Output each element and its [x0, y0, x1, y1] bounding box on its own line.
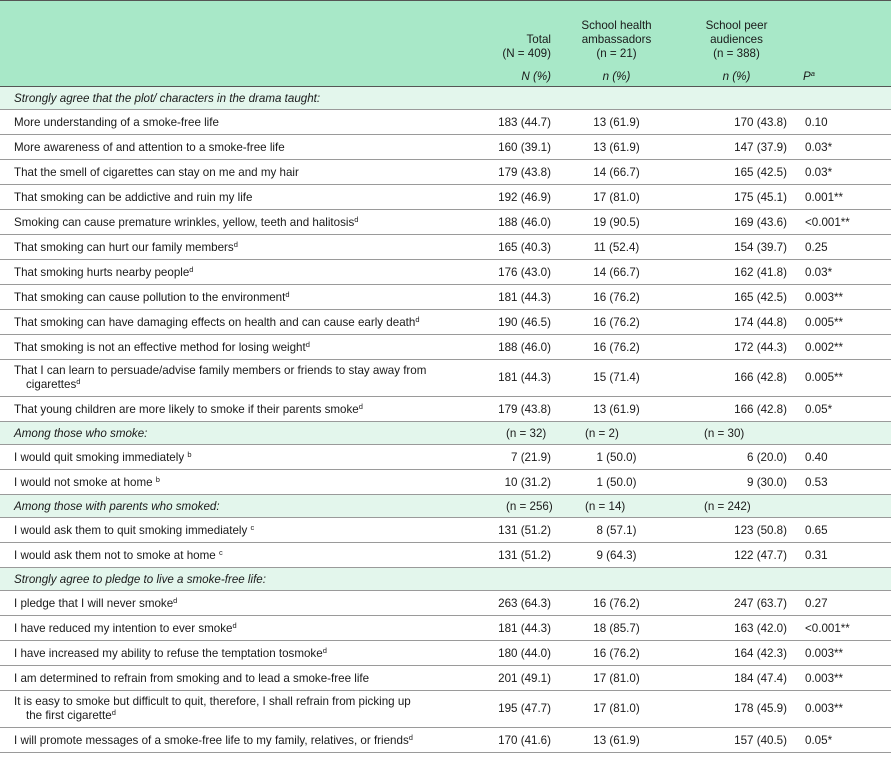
cell-ambassadors: 16 (76.2) — [557, 641, 676, 666]
cell-peers: 9 (30.0) — [676, 470, 797, 495]
footnote-marker: d — [354, 214, 359, 224]
cell-ambassadors: 16 (76.2) — [557, 335, 676, 360]
footnote-marker: d — [322, 645, 327, 655]
row-label — [0, 518, 478, 543]
cell-ambassadors: 16 (76.2) — [557, 591, 676, 616]
row-label — [0, 641, 478, 666]
footnote-marker: d — [189, 264, 194, 274]
section-smokers-p-blank — [797, 422, 891, 445]
cell-p-value: 0.65 — [797, 518, 891, 543]
cell-total: 263 (64.3) — [478, 591, 557, 616]
section-label-smokers: Among those who smoke: — [0, 422, 478, 445]
row-label-text: That smoking can cause pollution to the environment — [14, 290, 286, 304]
section-parents-n-total: (n = 256) — [478, 495, 557, 518]
cell-ambassadors: 13 (61.9) — [557, 728, 676, 753]
table-row — [0, 616, 891, 641]
row-label-text: That smoking is not an effective method for losing weight — [14, 340, 306, 354]
footnote-marker: d — [76, 377, 81, 386]
table-row — [0, 666, 891, 691]
row-label-text: That smoking hurts nearby people — [14, 265, 190, 279]
cell-total: 10 (31.2) — [478, 470, 557, 495]
row-label-text: More understanding of a smoke-free life — [14, 115, 219, 129]
table-header — [0, 1, 891, 87]
cell-p-value: 0.25 — [797, 235, 891, 260]
row-label-text: That smoking can hurt our family members — [14, 240, 234, 254]
cell-ambassadors: 14 (66.7) — [557, 260, 676, 285]
cell-total: 176 (43.0) — [478, 260, 557, 285]
cell-total: 160 (39.1) — [478, 135, 557, 160]
footnote-marker: d — [358, 401, 363, 411]
subheader-p — [797, 63, 891, 87]
cell-ambassadors: 16 (76.2) — [557, 285, 676, 310]
cell-total: 181 (44.3) — [478, 360, 557, 397]
cell-p-value: 0.003** — [797, 641, 891, 666]
cell-total: 201 (49.1) — [478, 666, 557, 691]
table-row — [0, 518, 891, 543]
cell-p-value: 0.40 — [797, 445, 891, 470]
cell-p-value: 0.03* — [797, 135, 891, 160]
cell-ambassadors: 13 (61.9) — [557, 135, 676, 160]
cell-peers: 247 (63.7) — [676, 591, 797, 616]
row-label-text: I have reduced my intention to ever smoke — [14, 621, 233, 635]
row-label — [0, 160, 478, 185]
cell-total: 195 (47.7) — [478, 691, 557, 728]
cell-ambassadors: 17 (81.0) — [557, 185, 676, 210]
cell-ambassadors: 19 (90.5) — [557, 210, 676, 235]
footnote-marker: d — [305, 339, 310, 349]
cell-p-value: 0.003** — [797, 666, 891, 691]
footnote-marker: d — [173, 595, 178, 605]
row-label-text: I pledge that I will never smoke — [14, 596, 174, 610]
header-ambassadors-line1: School health — [581, 19, 652, 32]
header-ambassadors-n: (n = 21) — [596, 47, 637, 60]
row-label-line2: cigarettes — [26, 378, 77, 391]
cell-total: 131 (51.2) — [478, 518, 557, 543]
row-label-text: That smoking can be addictive and ruin my life — [14, 190, 253, 204]
cell-ambassadors: 11 (52.4) — [557, 235, 676, 260]
section-label-parents: Among those with parents who smoked: — [0, 495, 478, 518]
row-label-text: Smoking can cause premature wrinkles, yellow, teeth and halitosis — [14, 215, 355, 229]
row-label — [0, 135, 478, 160]
cell-peers: 147 (37.9) — [676, 135, 797, 160]
row-label-line1: That I can learn to persuade/advise family members or friends to stay away from — [14, 364, 427, 377]
cell-peers: 165 (42.5) — [676, 285, 797, 310]
cell-ambassadors: 13 (61.9) — [557, 110, 676, 135]
row-label — [0, 260, 478, 285]
section-smokers-n-amb: (n = 2) — [557, 422, 676, 445]
cell-total: 179 (43.8) — [478, 397, 557, 422]
cell-ambassadors: 14 (66.7) — [557, 160, 676, 185]
row-label-line1: It is easy to smoke but difficult to quit, therefore, I shall refrain from picking up — [14, 695, 411, 708]
header-peers-n: (n = 388) — [713, 47, 760, 60]
subheader-peers: n (%) — [676, 63, 797, 87]
cell-peers: 166 (42.8) — [676, 360, 797, 397]
table-row — [0, 641, 891, 666]
row-label — [0, 397, 478, 422]
cell-p-value: 0.10 — [797, 110, 891, 135]
footnote-marker: d — [408, 732, 413, 742]
row-label — [0, 110, 478, 135]
row-label — [0, 235, 478, 260]
cell-ambassadors: 17 (81.0) — [557, 666, 676, 691]
row-label — [0, 728, 478, 753]
cell-peers: 166 (42.8) — [676, 397, 797, 422]
cell-peers: 162 (41.8) — [676, 260, 797, 285]
table-row — [0, 591, 891, 616]
cell-p-value: 0.03* — [797, 160, 891, 185]
table-row — [0, 260, 891, 285]
section-parents-p-blank — [797, 495, 891, 518]
table-row — [0, 110, 891, 135]
cell-peers: 169 (43.6) — [676, 210, 797, 235]
footnote-marker: c — [218, 547, 223, 557]
footnote-marker: d — [285, 289, 290, 299]
row-label-text: I have increased my ability to refuse the temptation tosmoke — [14, 646, 323, 660]
section-row-smokers — [0, 422, 891, 445]
table-row — [0, 160, 891, 185]
cell-p-value: 0.53 — [797, 470, 891, 495]
table-row — [0, 235, 891, 260]
table-row — [0, 135, 891, 160]
header-ambassadors — [557, 1, 676, 64]
section-row-plot — [0, 87, 891, 110]
footnote-marker: d — [111, 708, 116, 717]
cell-total: 180 (44.0) — [478, 641, 557, 666]
header-blank — [0, 1, 478, 64]
row-label-text: More awareness of and attention to a smoke-free life — [14, 140, 285, 154]
header-peers — [676, 1, 797, 64]
cell-p-value: 0.001** — [797, 185, 891, 210]
row-label-text: I would ask them to quit smoking immediately — [14, 523, 251, 537]
header-total — [478, 1, 557, 64]
cell-p-value: 0.31 — [797, 543, 891, 568]
footnote-marker: b — [187, 449, 192, 459]
cell-total: 165 (40.3) — [478, 235, 557, 260]
row-label — [0, 210, 478, 235]
cell-peers: 157 (40.5) — [676, 728, 797, 753]
cell-total: 170 (41.6) — [478, 728, 557, 753]
cell-ambassadors: 16 (76.2) — [557, 310, 676, 335]
header-peers-line1: School peer — [705, 19, 768, 32]
cell-ambassadors: 15 (71.4) — [557, 360, 676, 397]
subheader-total: N (%) — [478, 63, 557, 87]
cell-peers: 163 (42.0) — [676, 616, 797, 641]
row-label-text: I would ask them not to smoke at home — [14, 548, 219, 562]
cell-total: 179 (43.8) — [478, 160, 557, 185]
footnote-marker: d — [415, 314, 420, 324]
cell-peers: 154 (39.7) — [676, 235, 797, 260]
cell-total: 181 (44.3) — [478, 285, 557, 310]
table-row — [0, 728, 891, 753]
cell-p-value: 0.005** — [797, 310, 891, 335]
row-label — [0, 543, 478, 568]
row-label — [0, 445, 478, 470]
row-label-text: I would not smoke at home — [14, 475, 156, 489]
section-parents-n-amb: (n = 14) — [557, 495, 676, 518]
row-label-text: That the smell of cigarettes can stay on me and my hair — [14, 165, 299, 179]
row-label — [0, 591, 478, 616]
table-row — [0, 445, 891, 470]
table-row — [0, 397, 891, 422]
subheader-ambassadors: n (%) — [557, 63, 676, 87]
header-total-n: (N = 409) — [502, 47, 551, 60]
cell-total: 188 (46.0) — [478, 210, 557, 235]
section-smokers-n-peer: (n = 30) — [676, 422, 797, 445]
section-parents-n-peer: (n = 242) — [676, 495, 797, 518]
subheader-blank — [0, 63, 478, 87]
header-p-blank — [797, 1, 891, 64]
row-label — [0, 360, 478, 397]
cell-p-value: 0.003** — [797, 285, 891, 310]
cell-p-value: 0.05* — [797, 728, 891, 753]
header-peers-line2: audiences — [710, 33, 763, 46]
cell-p-value: 0.03* — [797, 260, 891, 285]
section-smokers-n-total: (n = 32) — [478, 422, 557, 445]
cell-ambassadors: 18 (85.7) — [557, 616, 676, 641]
cell-ambassadors: 1 (50.0) — [557, 445, 676, 470]
cell-ambassadors: 1 (50.0) — [557, 470, 676, 495]
row-label — [0, 616, 478, 641]
cell-peers: 123 (50.8) — [676, 518, 797, 543]
row-label-text: I will promote messages of a smoke-free life to my family, relatives, or friends — [14, 733, 409, 747]
cell-peers: 174 (44.8) — [676, 310, 797, 335]
table-row — [0, 210, 891, 235]
cell-peers: 6 (20.0) — [676, 445, 797, 470]
subheader-p-sup: a — [810, 69, 815, 78]
cell-peers: 175 (45.1) — [676, 185, 797, 210]
cell-p-value: 0.002** — [797, 335, 891, 360]
header-ambassadors-line2: ambassadors — [581, 33, 652, 46]
cell-peers: 178 (45.9) — [676, 691, 797, 728]
section-label-plot: Strongly agree that the plot/ characters in the drama taught: — [0, 87, 891, 110]
section-row-parents — [0, 495, 891, 518]
cell-peers: 172 (44.3) — [676, 335, 797, 360]
table-row — [0, 335, 891, 360]
cell-total: 131 (51.2) — [478, 543, 557, 568]
row-label-text: That smoking can have damaging effects on health and can cause early death — [14, 315, 416, 329]
cell-total: 190 (46.5) — [478, 310, 557, 335]
row-label — [0, 470, 478, 495]
subheader-p-label: P — [803, 70, 811, 83]
cell-total: 183 (44.7) — [478, 110, 557, 135]
table-row — [0, 360, 891, 397]
cell-ambassadors: 9 (64.3) — [557, 543, 676, 568]
cell-total: 7 (21.9) — [478, 445, 557, 470]
cell-ambassadors: 8 (57.1) — [557, 518, 676, 543]
table-row — [0, 285, 891, 310]
footnote-marker: d — [232, 620, 237, 630]
section-label-pledge: Strongly agree to pledge to live a smoke-free life: — [0, 568, 891, 591]
table-row — [0, 691, 891, 728]
header-total-title: Total — [526, 33, 551, 46]
cell-peers: 170 (43.8) — [676, 110, 797, 135]
row-label-text: I am determined to refrain from smoking and to lead a smoke-free life — [14, 671, 370, 685]
cell-p-value: 0.05* — [797, 397, 891, 422]
cell-p-value: 0.005** — [797, 360, 891, 397]
row-label — [0, 691, 478, 728]
footnote-marker: b — [155, 474, 160, 484]
cell-total: 188 (46.0) — [478, 335, 557, 360]
footnote-marker: d — [233, 239, 238, 249]
cell-ambassadors: 13 (61.9) — [557, 397, 676, 422]
table-row — [0, 185, 891, 210]
cell-p-value: <0.001** — [797, 616, 891, 641]
cell-peers: 164 (42.3) — [676, 641, 797, 666]
table-row — [0, 470, 891, 495]
row-label — [0, 310, 478, 335]
row-label — [0, 335, 478, 360]
cell-ambassadors: 17 (81.0) — [557, 691, 676, 728]
cell-peers: 122 (47.7) — [676, 543, 797, 568]
table-row — [0, 543, 891, 568]
cell-total: 181 (44.3) — [478, 616, 557, 641]
table-body — [0, 87, 891, 753]
section-row-pledge — [0, 568, 891, 591]
cell-peers: 165 (42.5) — [676, 160, 797, 185]
row-label-text: That young children are more likely to smoke if their parents smoke — [14, 402, 359, 416]
row-label — [0, 666, 478, 691]
cell-p-value: <0.001** — [797, 210, 891, 235]
footnote-marker: c — [250, 522, 255, 532]
table-row — [0, 310, 891, 335]
cell-p-value: 0.003** — [797, 691, 891, 728]
cell-peers: 184 (47.4) — [676, 666, 797, 691]
row-label — [0, 285, 478, 310]
cell-p-value: 0.27 — [797, 591, 891, 616]
row-label-text: I would quit smoking immediately — [14, 450, 188, 464]
row-label — [0, 185, 478, 210]
row-label-line2: the first cigarette — [26, 709, 112, 722]
cell-total: 192 (46.9) — [478, 185, 557, 210]
